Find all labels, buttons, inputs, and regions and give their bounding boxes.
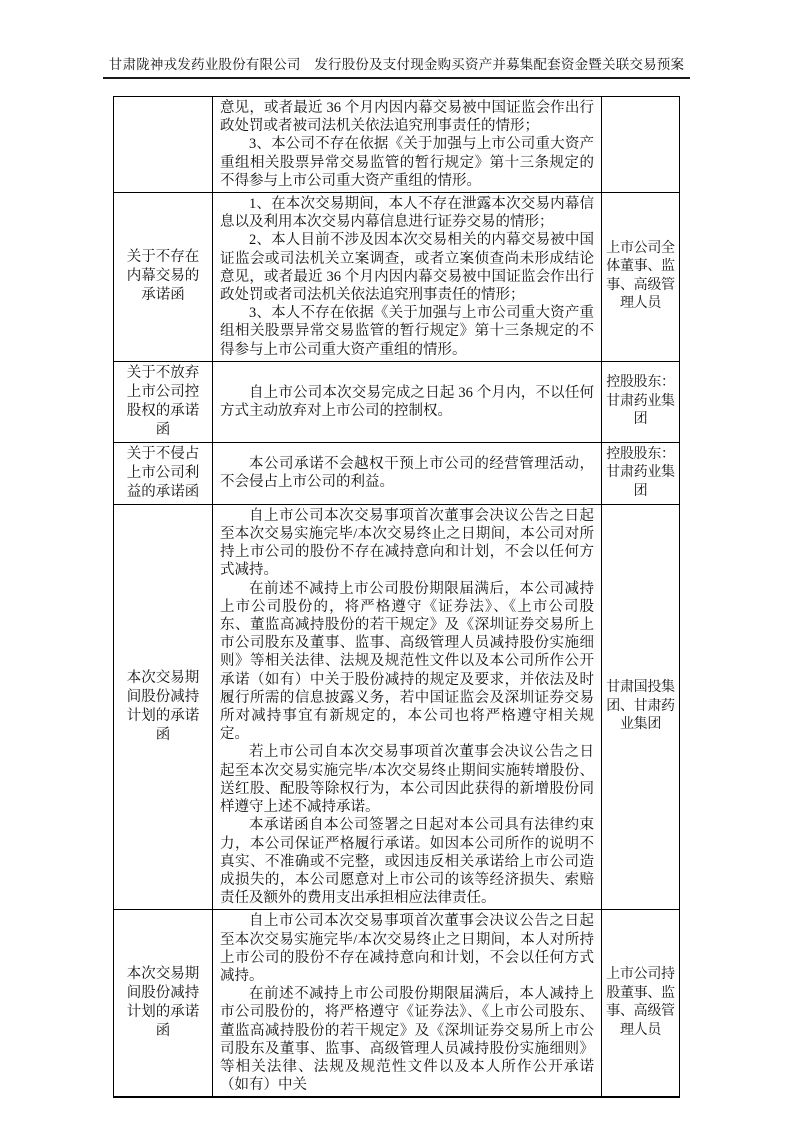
commitment-content-cell [213,361,602,442]
commitment-content-cell [213,910,602,1098]
commitment-content-cell [213,504,602,909]
commitment-party-cell: 上市公司持股董事、监事、高级管理人员 [602,910,680,1098]
commitment-party-cell: 控股股东：甘肃药业集团 [602,442,680,504]
content-paragraph: 本公司承诺不会越权干预上市公司的经营管理活动，不会侵占上市公司的利益。 [220,456,594,491]
content-paragraph: 1、在本次交易期间，本人不存在泄露本次交易内幕信息以及利用本次交易内幕信息进行证券交易的情形； [220,196,594,231]
commitment-party-cell: 上市公司全体董事、监事、高级管理人员 [602,193,680,362]
content-paragraph: 在前述不减持上市公司股份期限届满后，本人减持上市公司股份的，将严格遵守《证券法》、《上市公司股东、董监高减持股份的若干规定》及《深圳证券交易所上市公司股东及董事、监事、高级管理人员减持股份实施细则》等相关法律、法规及规范性文件以及本人所作公开承诺（如有）中关 [220,986,594,1094]
content-paragraph: 2、本人目前不涉及因本次交易相关的内幕交易被中国证监会或司法机关立案调查，或者立案侦查尚未形成结论意见，或者最近 36 个月内因内幕交易被中国证监会作出行政处罚或者司法机关依法追究刑事责任的情形； [220,232,594,304]
content-paragraph: 自上市公司本次交易事项首次董事会决议公告之日起至本次交易实施完毕/本次交易终止之日期间，本人对所持上市公司的股份不存在减持意向和计划，不会以任何方式减持。 [220,913,594,984]
row-no-insider-trading-commitment [114,193,680,362]
content-paragraph: 本承诺函自本公司签署之日起对本公司具有法律约束力，本公司保证严格履行承诺。如因本公司所作的说明不真实、不准确或不完整，或因违反相关承诺给上市公司造成损失的，本公司愿意对上市公司的该等经济损失、索赔责任及额外的费用支出承担相应法律责任。 [220,817,594,907]
commitment-content-cell [213,193,602,362]
commitment-party-cell: 控股股东：甘肃药业集团 [602,361,680,442]
commitment-name-cell: 关于不放弃上市公司控股权的承诺函 [114,361,213,442]
content-paragraph: 自上市公司本次交易完成之日起 36 个月内，不以任何方式主动放弃对上市公司的控制权。 [220,384,594,419]
row-continued-commitment [114,97,680,193]
row-share-reduction-plan-commitment-companies [114,504,680,909]
document-header-title: 甘肃陇神戎发药业股份有限公司 发行股份及支付现金购买资产并募集配套资金暨关联交易预案 [108,57,685,72]
row-no-encroachment-commitment [114,442,680,504]
document-header [103,55,690,79]
content-paragraph: 若上市公司自本次交易事项首次董事会决议公告之日起至本次交易实施完毕/本次交易终止期间实施转增股份、送红股、配股等除权行为，本公司因此获得的新增股份同样遵守上述不减持承诺。 [220,744,594,816]
commitment-party-cell: 甘肃国投集团、甘肃药业集团 [602,504,680,909]
row-no-waiver-of-control-commitment [114,361,680,442]
commitment-name-cell: 关于不存在内幕交易的承诺函 [114,193,213,362]
content-paragraph: 3、本人不存在依据《关于加强与上市公司重大资产重组相关股票异常交易监管的暂行规定》第十三条规定的不得参与上市公司重大资产重组的情形。 [220,305,594,358]
content-paragraph: 3、本公司不存在依据《关于加强与上市公司重大资产重组相关股票异常交易监管的暂行规定》第十三条规定的不得参与上市公司重大资产重组的情形。 [220,136,594,189]
commitment-name-cell: 本次交易期间股份减持计划的承诺函 [114,504,213,909]
commitment-name-cell: 本次交易期间股份减持计划的承诺函 [114,910,213,1098]
content-paragraph: 自上市公司本次交易事项首次董事会决议公告之日起至本次交易实施完毕/本次交易终止之日期间，本公司对所持上市公司的股份不存在减持意向和计划，不会以任何方式减持。 [220,507,594,579]
commitment-name-cell: 关于不侵占上市公司利益的承诺函 [114,442,213,504]
commitment-party-cell [602,97,680,193]
commitment-name-cell [114,97,213,193]
content-paragraph: 在前述不减持上市公司股份期限届满后，本公司减持上市公司股份的，将严格遵守《证券法》、《上市公司股东、董监高减持股份的若干规定》及《深圳证券交易所上市公司股东及董事、监事、高级管理人员减持股份实施细则》等相关法律、法规及规范性文件以及本公司所作公开承诺（如有）中关于股份减持的规定及要求，并依法及时履行所需的信息披露义务，若中国证监会及深圳证券交易所对减持事宜有新规定的，本公司也将严格遵守相关规定。 [220,580,594,743]
commitment-content-cell [213,97,602,193]
content-paragraph: 意见，或者最近 36 个月内因内幕交易被中国证监会作出行政处罚或者被司法机关依法追究刑事责任的情形； [220,100,594,135]
row-share-reduction-plan-commitment-individuals [114,910,680,1098]
commitment-content-cell [213,442,602,504]
commitments-table [113,96,680,1098]
